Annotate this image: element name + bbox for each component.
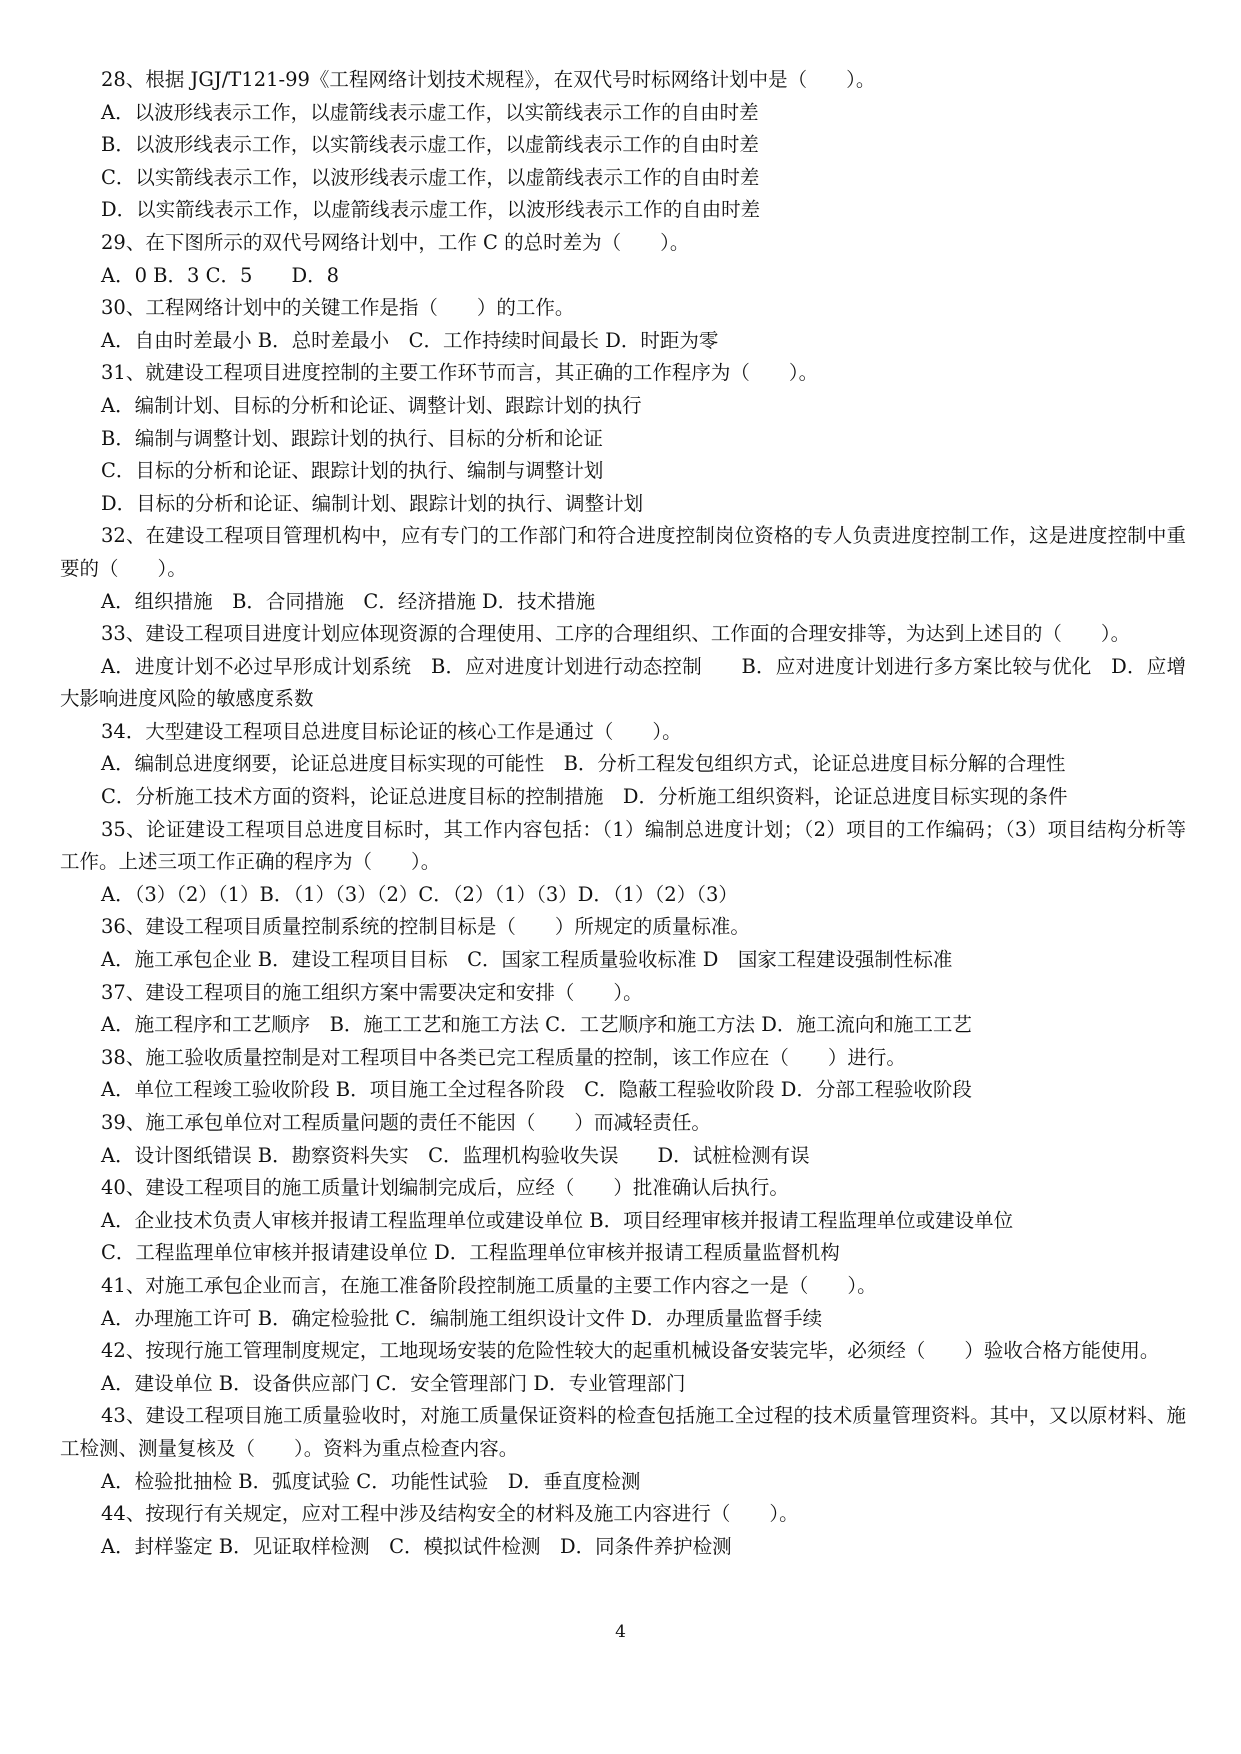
- question-42-stem: 42、按现行施工管理制度规定，工地现场安装的危险性较大的起重机械设备安装完毕，必须经（ ）验收合格方能使用。: [101, 1339, 1160, 1363]
- question-40-options-ab: A．企业技术负责人审核并报请工程监理单位或建设单位 B．项目经理审核并报请工程监理单位或建设单位: [101, 1208, 1014, 1232]
- question-34-stem: 34．大型建设工程项目总进度目标论证的核心工作是通过（ ）。: [101, 719, 682, 743]
- question-33-stem: 33、建设工程项目进度计划应体现资源的合理使用、工序的合理组织、工作面的合理安排等，为达到上述目的（ ）。: [101, 622, 1131, 646]
- question-38-stem: 38、施工验收质量控制是对工程项目中各类已完工程质量的控制，该工作应在（ ）进行。: [101, 1045, 906, 1069]
- question-43-stem: 43、建设工程项目施工质量验收时，对施工质量保证资料的检查包括施工全过程的技术质量管理资料。其中，又以原材料、施工检测、测量复核及（ ）。资料为重点检查内容。: [60, 1404, 1186, 1460]
- question-43-options: A．检验批抽检 B．弧度试验 C．功能性试验 D．垂直度检测: [101, 1469, 641, 1493]
- question-28-option-c: C．以实箭线表示工作，以波形线表示虚工作，以虚箭线表示工作的自由时差: [101, 165, 760, 189]
- question-34-options-ab: A．编制总进度纲要，论证总进度目标实现的可能性 B．分析工程发包组织方式，论证总进度目标分解的合理性: [101, 752, 1066, 776]
- question-38-options: A．单位工程竣工验收阶段 B．项目施工全过程各阶段 C．隐蔽工程验收阶段 D．分部工程验收阶段: [101, 1078, 972, 1102]
- question-29-stem: 29、在下图所示的双代号网络计划中，工作 C 的总时差为（ ）。: [101, 230, 690, 254]
- question-29-options: A．0 B．3 C．5 D．8: [101, 263, 339, 287]
- question-30-stem: 30、工程网络计划中的关键工作是指（ ）的工作。: [101, 296, 575, 320]
- question-33-options: A．进度计划不必过早形成计划系统 B．应对进度计划进行动态控制 B．应对进度计划进行多方案比较与优化 D．应增大影响进度风险的敏感度系数: [60, 654, 1186, 711]
- question-28-option-a: A．以波形线表示工作，以虚箭线表示虚工作，以实箭线表示工作的自由时差: [101, 100, 759, 124]
- question-35-options: A．（3）（2）（1）B．（1）（3）（2）C．（2）（1）（3）D．（1）（2）（3）: [101, 882, 738, 906]
- question-40-options-cd: C．工程监理单位审核并报请建设单位 D．工程监理单位审核并报请工程质量监督机构: [101, 1241, 840, 1265]
- question-42-options: A．建设单位 B．设备供应部门 C．安全管理部门 D．专业管理部门: [101, 1371, 686, 1395]
- question-32-stem: 32、在建设工程项目管理机构中，应有专门的工作部门和符合进度控制岗位资格的专人负责进度控制工作，这是进度控制中重要的（ ）。: [60, 524, 1186, 580]
- question-31-option-d: D．目标的分析和论证、编制计划、跟踪计划的执行、调整计划: [101, 491, 644, 515]
- question-28-option-d: D．以实箭线表示工作，以虚箭线表示虚工作，以波形线表示工作的自由时差: [101, 198, 761, 222]
- question-37-stem: 37、建设工程项目的施工组织方案中需要决定和安排（ ）。: [101, 980, 643, 1004]
- question-31-option-c: C．目标的分析和论证、跟踪计划的执行、编制与调整计划: [101, 459, 604, 483]
- question-30-options: A．自由时差最小 B．总时差最小 C．工作持续时间最长 D．时距为零: [101, 328, 719, 352]
- question-44-options: A．封样鉴定 B．见证取样检测 C．模拟试件检测 D．同条件养护检测: [101, 1534, 732, 1558]
- question-34-options-cd: C．分析施工技术方面的资料，论证总进度目标的控制措施 D．分析施工组织资料，论证总进度目标实现的条件: [101, 785, 1068, 809]
- question-36-options: A．施工承包企业 B．建设工程项目目标 C．国家工程质量验收标准 D 国家工程建设强制性标准: [101, 948, 953, 972]
- question-28-stem: 28、根据 JGJ/T121-99《工程网络计划技术规程》，在双代号时标网络计划中是（ ）。: [101, 68, 876, 91]
- question-28-option-b: B．以波形线表示工作，以实箭线表示虚工作，以虚箭线表示工作的自由时差: [101, 133, 759, 157]
- question-36-stem: 36、建设工程项目质量控制系统的控制目标是（ ）所规定的质量标准。: [101, 915, 750, 939]
- question-40-stem: 40、建设工程项目的施工质量计划编制完成后，应经（ ）批准确认后执行。: [101, 1176, 789, 1200]
- question-39-options: A．设计图纸错误 B．勘察资料失实 C．监理机构验收失误 D．试桩检测有误: [101, 1143, 810, 1167]
- question-list: [60, 64, 1186, 1563]
- question-32-options: A．组织措施 B．合同措施 C．经济措施 D．技术措施: [101, 589, 596, 613]
- page-number: 4: [615, 1622, 626, 1642]
- question-39-stem: 39、施工承包单位对工程质量问题的责任不能因（ ）而减轻责任。: [101, 1111, 711, 1134]
- question-41-options: A．办理施工许可 B．确定检验批 C．编制施工组织设计文件 D．办理质量监督手续: [101, 1306, 823, 1330]
- question-44-stem: 44、按现行有关规定，应对工程中涉及结构安全的材料及施工内容进行（ ）。: [101, 1502, 799, 1526]
- question-35-stem: 35、论证建设工程项目总进度目标时，其工作内容包括：（1）编制总进度计划；（2）项目的工作编码；（3）项目结构分析等工作。上述三项工作正确的程序为（ ）。: [60, 817, 1186, 874]
- question-31-option-a: A．编制计划、目标的分析和论证、调整计划、跟踪计划的执行: [101, 393, 642, 417]
- question-31-stem: 31、就建设工程项目进度控制的主要工作环节而言，其正确的工作程序为（ ）。: [101, 361, 819, 385]
- question-31-option-b: B．编制与调整计划、跟踪计划的执行、目标的分析和论证: [101, 426, 603, 450]
- question-37-options: A．施工程序和工艺顺序 B．施工工艺和施工方法 C．工艺顺序和施工方法 D．施工流向和施工工艺: [101, 1013, 972, 1037]
- question-41-stem: 41、对施工承包企业而言，在施工准备阶段控制施工质量的主要工作内容之一是（ ）。: [101, 1273, 877, 1297]
